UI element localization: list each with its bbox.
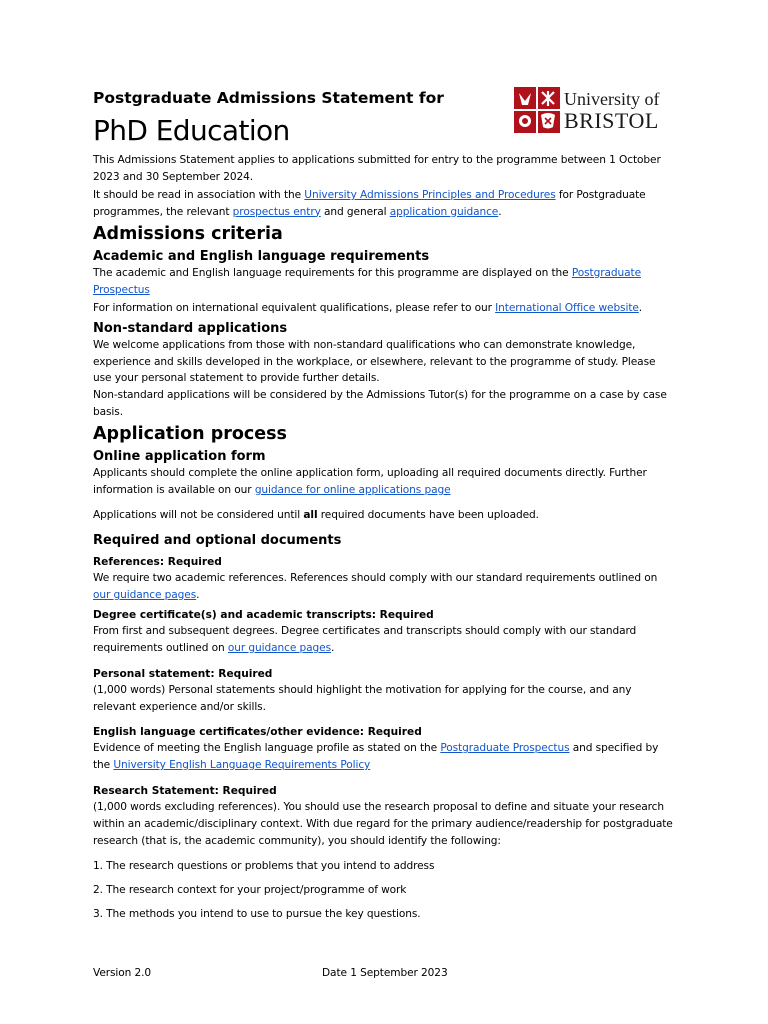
text: . bbox=[498, 205, 502, 218]
references-heading: References: Required bbox=[93, 556, 222, 568]
university-logo bbox=[514, 86, 672, 134]
text: Applications will not be considered until bbox=[93, 509, 304, 521]
logo-line-2: BRISTOL bbox=[564, 108, 659, 133]
admissions-principles-link[interactable]: University Admissions Principles and Procedures bbox=[304, 189, 556, 201]
research-statement-heading: Research Statement: Required bbox=[93, 785, 277, 797]
list-item: 1. The research questions or problems that you intend to address bbox=[93, 860, 435, 872]
text: . bbox=[196, 589, 200, 601]
text: required documents have been uploaded. bbox=[317, 509, 539, 521]
text: We require two academic references. References should comply with our standard requirements outlined on bbox=[93, 572, 658, 584]
text: The academic and English language requirements for this programme are displayed on the bbox=[93, 267, 572, 279]
intro-paragraph-1: This Admissions Statement applies to applications submitted for entry to the programme between 1 October 2023 and 30 September 2024. bbox=[93, 154, 661, 183]
academic-requirements-heading: Academic and English language requirements bbox=[93, 249, 430, 264]
text: From first and subsequent degrees. Degree certificates and transcripts should comply with our standard requirements outlined on bbox=[93, 625, 637, 654]
degree-guidance-link[interactable]: our guidance pages bbox=[227, 642, 332, 654]
online-applications-guidance-link[interactable]: guidance for online applications page bbox=[254, 484, 451, 496]
document-supertitle: Postgraduate Admissions Statement for bbox=[93, 89, 444, 107]
research-statement-paragraph: (1,000 words excluding references). You should use the research proposal to define and situate your research within an academic/disciplinary context. With due regard for the primary audience/readership for postgraduate research (that is, the academic community), you should identify the following: bbox=[93, 801, 673, 847]
university-crest-icon bbox=[514, 87, 560, 133]
intro-paragraph-2 bbox=[93, 187, 673, 220]
personal-statement-heading: Personal statement: Required bbox=[93, 668, 273, 680]
international-office-link[interactable]: International Office website bbox=[495, 302, 639, 314]
english-language-heading: English language certificates/other evidence: Required bbox=[93, 726, 422, 738]
text: and specified by the bbox=[93, 742, 659, 771]
references-paragraph bbox=[93, 570, 673, 604]
footer-version: Version 2.0 bbox=[93, 967, 152, 979]
online-application-heading: Online application form bbox=[93, 449, 266, 464]
english-language-paragraph bbox=[93, 740, 673, 774]
list-item: 3. The methods you intend to use to pursue the key questions. bbox=[93, 908, 421, 920]
online-application-paragraph bbox=[93, 465, 673, 499]
text: Evidence of meeting the English language profile as stated on the bbox=[93, 742, 441, 754]
personal-statement-paragraph: (1,000 words) Personal statements should highlight the motivation for applying for the course, and any relevant experience and/or skills. bbox=[93, 684, 632, 713]
text: It should be read in association with the bbox=[93, 189, 305, 201]
document-title: PhD Education bbox=[93, 114, 290, 147]
admissions-criteria-heading: Admissions criteria bbox=[93, 224, 283, 244]
list-item: 2. The research context for your project/programme of work bbox=[93, 884, 407, 896]
prospectus-entry-link[interactable]: prospectus entry bbox=[232, 205, 321, 218]
application-guidance-link[interactable]: application guidance bbox=[389, 205, 499, 218]
application-process-heading: Application process bbox=[93, 424, 287, 444]
academic-requirements-paragraph bbox=[93, 265, 673, 298]
postgraduate-prospectus-link[interactable]: Postgraduate Prospectus bbox=[93, 267, 641, 296]
references-guidance-link[interactable]: our guidance pages bbox=[93, 589, 197, 601]
text: . bbox=[638, 302, 643, 314]
non-standard-paragraph-2: Non-standard applications will be considered by the Admissions Tutor(s) for the programme on a case by case basis. bbox=[93, 389, 667, 418]
text: For information on international equivalent qualifications, please refer to our bbox=[93, 302, 496, 314]
footer-date: Date 1 September 2023 bbox=[322, 967, 448, 979]
international-qualifications-paragraph bbox=[93, 300, 673, 317]
text: for Postgraduate programmes, the relevant bbox=[93, 189, 646, 218]
english-policy-link[interactable]: University English Language Requirements Policy bbox=[113, 759, 371, 771]
emphasis-text: all bbox=[303, 509, 318, 521]
text: Applicants should complete the online application form, uploading all required documents directly. Further information is available on our bbox=[93, 467, 647, 496]
degree-certificates-heading: Degree certificate(s) and academic transcripts: Required bbox=[93, 609, 434, 621]
logo-line-1: University of bbox=[564, 89, 660, 109]
english-prospectus-link[interactable]: Postgraduate Prospectus bbox=[440, 742, 570, 754]
documents-uploaded-paragraph bbox=[93, 507, 673, 524]
text: and general bbox=[320, 205, 390, 218]
degree-certificates-paragraph bbox=[93, 623, 673, 657]
text: . bbox=[331, 642, 335, 654]
documents-heading: Required and optional documents bbox=[93, 533, 342, 548]
non-standard-heading: Non-standard applications bbox=[93, 321, 288, 336]
non-standard-paragraph-1: We welcome applications from those with non-standard qualifications who can demonstrate knowledge, experience and skills developed in the workplace, or elsewhere, relevant to the programme of study. Please use your personal statement to provide further details. bbox=[93, 339, 656, 384]
